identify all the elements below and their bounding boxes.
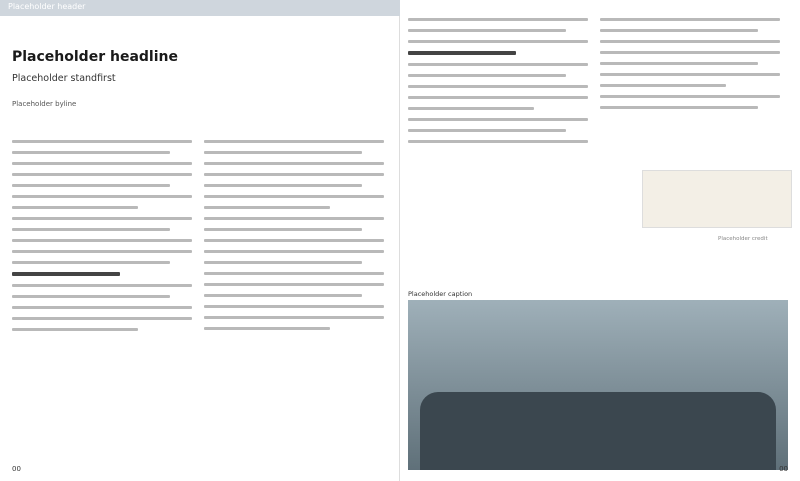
photo-caption: Placeholder caption (408, 290, 473, 298)
page-number-right: 00 (779, 465, 788, 473)
article-headline: Placeholder headline (12, 49, 178, 65)
article-byline: Placeholder byline (12, 100, 77, 108)
body-column-1 (12, 140, 192, 430)
body-column-2 (204, 140, 384, 430)
body-column-3 (408, 18, 588, 233)
right-page (400, 0, 800, 481)
group-photo (408, 300, 788, 470)
header-text: Placeholder header (8, 2, 86, 11)
header-band (0, 0, 400, 16)
page-number-left: 00 (12, 465, 21, 473)
photo-credit: Placeholder credit (718, 236, 768, 242)
inline-illustration (642, 170, 792, 228)
photo-group (420, 392, 776, 470)
article-standfirst: Placeholder standfirst (12, 73, 116, 84)
